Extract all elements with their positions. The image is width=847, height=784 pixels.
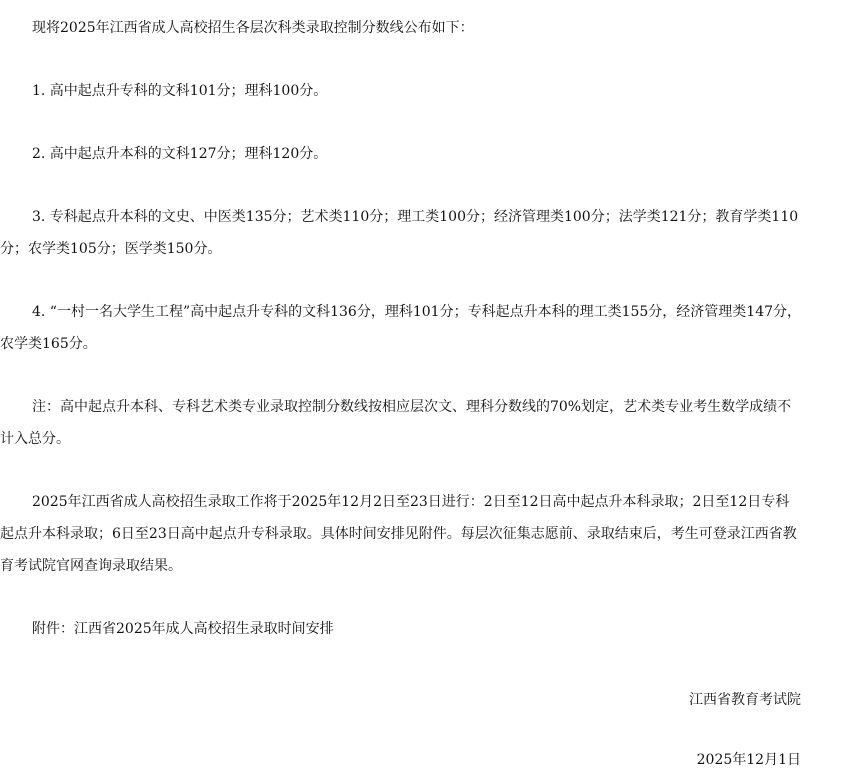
score-item-1: 1. 高中起点升专科的文科101分；理科100分。	[32, 83, 328, 99]
intro-paragraph: 现将2025年江西省成人高校招生各层次科类录取控制分数线公布如下：	[32, 20, 474, 36]
announcement-body	[0, 12, 847, 677]
issue-date: 2025年12月1日	[696, 752, 801, 768]
score-item-3: 3. 专科起点升本科的文史、中医类135分；艺术类110分；理工类100分；经济管理类100分；法学类121分；教育学类110分；农学类105分；医学类150分。	[0, 209, 799, 257]
schedule-paragraph: 2025年江西省成人高校招生录取工作将于2025年12月2日至23日进行：2日至12日高中起点升本科录取；2日至12日专科起点升本科录取；6日至23日高中起点升专科录取。具体时间安排见附件。每层次征集志愿前、录取结束后，考生可登录江西省教育考试院官网查询录取结果。	[0, 494, 797, 574]
issuer-signature: 江西省教育考试院	[689, 692, 801, 708]
attachment-link[interactable]: 附件：江西省2025年成人高校招生录取时间安排	[32, 621, 334, 637]
score-item-2: 2. 高中起点升本科的文科127分；理科120分。	[32, 146, 328, 162]
note-paragraph: 注：高中起点升本科、专科艺术类专业录取控制分数线按相应层次文、理科分数线的70%划定，艺术类专业考生数学成绩不计入总分。	[0, 399, 792, 447]
score-item-4: 4. “一村一名大学生工程”高中起点升专科的文科136分，理科101分；专科起点升本科的理工类155分，经济管理类147分，农学类165分。	[0, 304, 802, 352]
